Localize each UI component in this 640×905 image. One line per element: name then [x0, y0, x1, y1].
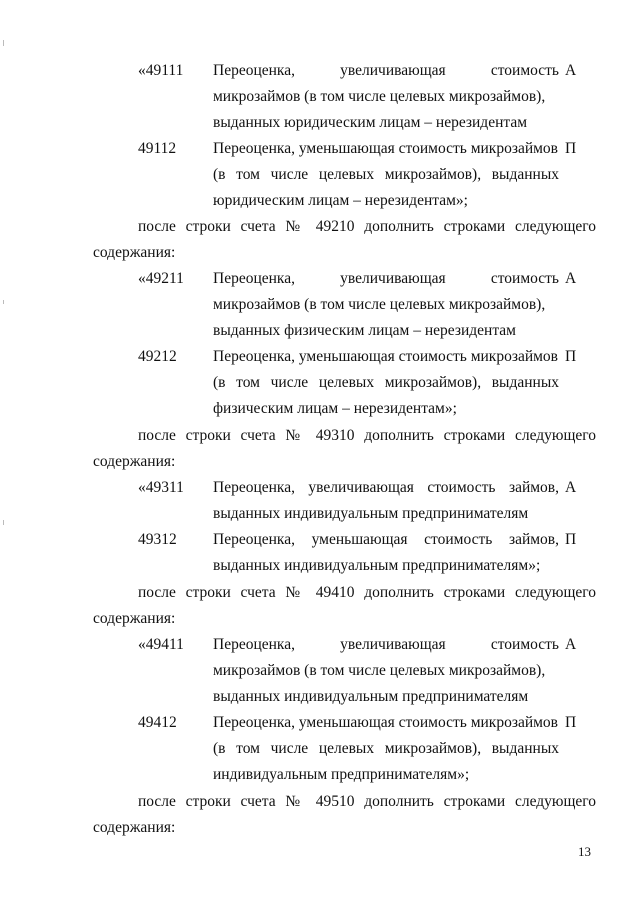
account-description: [213, 266, 559, 344]
instruction-line: содержания:: [93, 244, 176, 261]
instruction-paragraph: [93, 214, 596, 266]
description-line: микрозаймов (в том числе целевых микрозаймов),: [213, 662, 546, 679]
account-side: А: [565, 270, 577, 287]
description-line: индивидуальным предпринимателям»;: [213, 766, 470, 783]
instruction-paragraph: [93, 423, 596, 475]
instruction-line: после строки счета № 49510 дополнить строками следующего: [138, 793, 596, 810]
account-code: «49211: [138, 270, 184, 287]
description-line: Переоценка, увеличивающая стоимость: [213, 270, 559, 287]
description-line: выданных индивидуальным предпринимателям: [213, 505, 529, 522]
account-description: [213, 344, 559, 422]
description-line: Переоценка, увеличивающая стоимость: [213, 62, 559, 79]
description-line: физическим лицам – нерезидентам»;: [213, 400, 457, 417]
description-line: (в том числе целевых микрозаймов), выданных: [213, 740, 559, 757]
description-line: Переоценка, уменьшающая стоимость займов,: [213, 531, 559, 548]
description-line: (в том числе целевых микрозаймов), выданных: [213, 166, 559, 183]
account-code: 49212: [138, 348, 177, 365]
instruction-line: содержания:: [93, 610, 176, 627]
description-line: Переоценка, уменьшающая стоимость микрозаймов: [213, 714, 559, 731]
account-description: [213, 632, 559, 710]
description-line: Переоценка, увеличивающая стоимость: [213, 636, 559, 653]
account-description: [213, 710, 559, 788]
account-description: [213, 475, 559, 527]
account-side: А: [565, 62, 577, 79]
account-side: П: [565, 531, 577, 548]
account-side: П: [565, 140, 577, 157]
account-code: «49311: [138, 479, 184, 496]
scan-margin-marks: [3, 0, 5, 905]
account-side: А: [565, 479, 577, 496]
description-line: выданных индивидуальным предпринимателям»;: [213, 557, 541, 574]
instruction-line: содержания:: [93, 819, 176, 836]
account-description: [213, 58, 559, 136]
account-description: [213, 136, 559, 214]
account-code: 49412: [138, 714, 177, 731]
description-line: выданных индивидуальным предпринимателям: [213, 688, 529, 705]
description-line: микрозаймов (в том числе целевых микрозаймов),: [213, 296, 546, 313]
account-side: А: [565, 636, 577, 653]
instruction-line: содержания:: [93, 453, 176, 470]
account-code: 49312: [138, 531, 177, 548]
instruction-line: после строки счета № 49410 дополнить строками следующего: [138, 584, 596, 601]
instruction-paragraph: [93, 789, 596, 841]
description-line: Переоценка, уменьшающая стоимость микрозаймов: [213, 348, 559, 365]
description-line: Переоценка, уменьшающая стоимость микрозаймов: [213, 140, 559, 157]
description-line: выданных юридическим лицам – нерезидентам: [213, 114, 528, 131]
account-code: «49411: [138, 636, 184, 653]
account-side: П: [565, 714, 577, 731]
instruction-paragraph: [93, 580, 596, 632]
instruction-line: после строки счета № 49310 дополнить строками следующего: [138, 427, 596, 444]
account-code: 49112: [138, 140, 177, 157]
description-line: выданных физическим лицам – нерезидентам: [213, 322, 516, 339]
description-line: юридическим лицам – нерезидентам»;: [213, 192, 468, 209]
instruction-line: после строки счета № 49210 дополнить строками следующего: [138, 218, 596, 235]
account-description: [213, 527, 559, 579]
description-line: (в том числе целевых микрозаймов), выданных: [213, 374, 559, 391]
account-code: «49111: [138, 62, 184, 79]
description-line: Переоценка, увеличивающая стоимость займов,: [213, 479, 559, 496]
page-number: 13: [578, 844, 591, 859]
description-line: микрозаймов (в том числе целевых микрозаймов),: [213, 88, 546, 105]
account-side: П: [565, 348, 577, 365]
